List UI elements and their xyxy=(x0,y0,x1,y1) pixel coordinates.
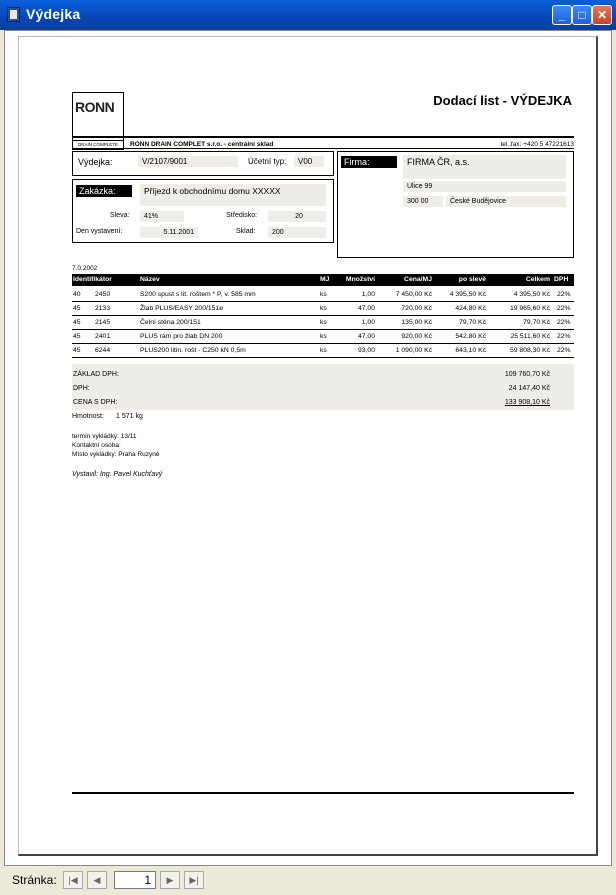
col-mj: MJ xyxy=(320,276,330,283)
dph-label: DPH: xyxy=(73,385,90,392)
company-contact: tel.,fax: +420 5 47221613 xyxy=(500,141,574,148)
firma-zip: 300 00 xyxy=(403,196,443,207)
ucetni-typ-label: Účetní typ: xyxy=(248,157,287,166)
cena-s-dph-label: CENA S DPH: xyxy=(73,399,118,406)
table-row: 45 2145 Čelní stěna 200/151 ks 1,00 135,00 Kč 79,70 Kč 79,70 Kč 22% xyxy=(72,316,574,330)
ucetni-typ-value: V00 xyxy=(294,156,324,167)
col-cena: Cena/MJ xyxy=(404,276,432,283)
termin-vykladky: termín vykládky: 13/11 xyxy=(72,433,137,440)
den-vystaveni-label: Den vystavení: xyxy=(76,228,123,235)
zakazka-label: Zakázka: xyxy=(76,185,132,197)
footer-divider xyxy=(72,792,574,794)
prev-page-button[interactable]: ◀ xyxy=(87,871,107,889)
stredisko-label: Středisko: xyxy=(226,212,258,219)
zaklad-dph-value: 109 760,70 Kč xyxy=(504,371,550,378)
table-row: 45 2401 PLUS rám pro žlab DN 200 ks 47,00 920,00 Kč 542,80 Kč 25 511,60 Kč 22% xyxy=(72,330,574,344)
stredisko-value: 20 xyxy=(268,211,326,222)
vystavil: Vystavil: Ing. Pavel Kuchťavý xyxy=(72,471,163,478)
next-page-button[interactable]: ▶ xyxy=(160,871,180,889)
title-bar[interactable] xyxy=(0,0,616,30)
sleva-label: Sleva: xyxy=(110,212,130,219)
app-icon xyxy=(7,7,20,22)
zaklad-dph-label: ZÁKLAD DPH: xyxy=(73,371,119,378)
zakazka-value: Příjezd k obchodnímu domu XXXXX xyxy=(140,184,326,206)
vydejka-value: V/2107/9001 xyxy=(138,156,238,167)
den-vystaveni-value: 5.11.2001 xyxy=(140,227,198,238)
firma-name: FIRMA ČR, a.s. xyxy=(403,155,566,179)
table-row: 40 2450 S200 spust s lit. roštem * P, v. 585 mm ks 1,00 7 450,00 Kč 4 395,50 Kč 4 395,50 Kč 22% xyxy=(72,288,574,302)
col-identifikator: Identifikátor xyxy=(73,276,112,283)
last-page-button[interactable]: ▶| xyxy=(184,871,204,889)
firma-label: Firma: xyxy=(341,156,397,168)
table-row: 45 6244 PLUS200 litin. rošt - C250 kN 0,5m ks 93,00 1 090,00 Kč 643,10 Kč 59 808,30 Kč 22% xyxy=(72,344,574,358)
kontaktni-osoba: Kontaktní osoba: xyxy=(72,442,121,449)
close-button[interactable]: ✕ xyxy=(592,5,612,25)
company-logo: RONN DRAIN COMPLETE xyxy=(72,92,124,150)
sklad-label: Sklad: xyxy=(236,228,256,235)
hmotnost-label: Hmotnost: xyxy=(72,413,104,420)
table-row: 45 2133 Žlab PLUS/EASY 200/151e ks 47,00 720,00 Kč 424,80 Kč 19 965,60 Kč 22% xyxy=(72,302,574,316)
sklad-value: 200 xyxy=(268,227,326,238)
first-page-button[interactable]: |◀ xyxy=(63,871,83,889)
company-name: RONN DRAIN COMPLET s.r.o. - centrální sklad xyxy=(130,141,274,148)
status-bar xyxy=(0,866,616,895)
col-nazev: Název xyxy=(140,276,160,283)
summary-box xyxy=(72,364,574,410)
hmotnost-value: 1 571 kg xyxy=(116,413,143,420)
vydejka-label: Výdejka: xyxy=(78,157,113,167)
window-title: Výdejka xyxy=(26,6,81,22)
page-number-input[interactable]: 1 xyxy=(114,871,156,889)
col-celkem: Celkem xyxy=(525,276,550,283)
col-po-sleve: po slevě xyxy=(458,276,486,283)
dph-value: 24 147,40 Kč xyxy=(508,385,550,392)
minimize-button[interactable]: _ xyxy=(552,5,572,25)
cena-s-dph-value: 133 908,10 Kč xyxy=(504,399,550,406)
print-date: 7.0.2002 xyxy=(72,265,98,272)
firma-street: Ulice 99 xyxy=(403,181,566,192)
firma-city: České Budějovice xyxy=(446,196,566,207)
misto-vykladky: Místo vykládky: Praha Ruzyně xyxy=(72,451,160,458)
page-label: Stránka: xyxy=(12,873,57,887)
header-divider-thin xyxy=(72,148,574,149)
sleva-value: 41% xyxy=(140,211,184,222)
col-dph: DPH xyxy=(554,276,569,283)
document-title: Dodací list - VÝDEJKA xyxy=(433,93,572,108)
maximize-button[interactable]: □ xyxy=(572,5,592,25)
col-mnozstvi: Množství xyxy=(345,276,375,283)
items-table-header xyxy=(72,274,574,286)
header-divider xyxy=(72,136,574,138)
